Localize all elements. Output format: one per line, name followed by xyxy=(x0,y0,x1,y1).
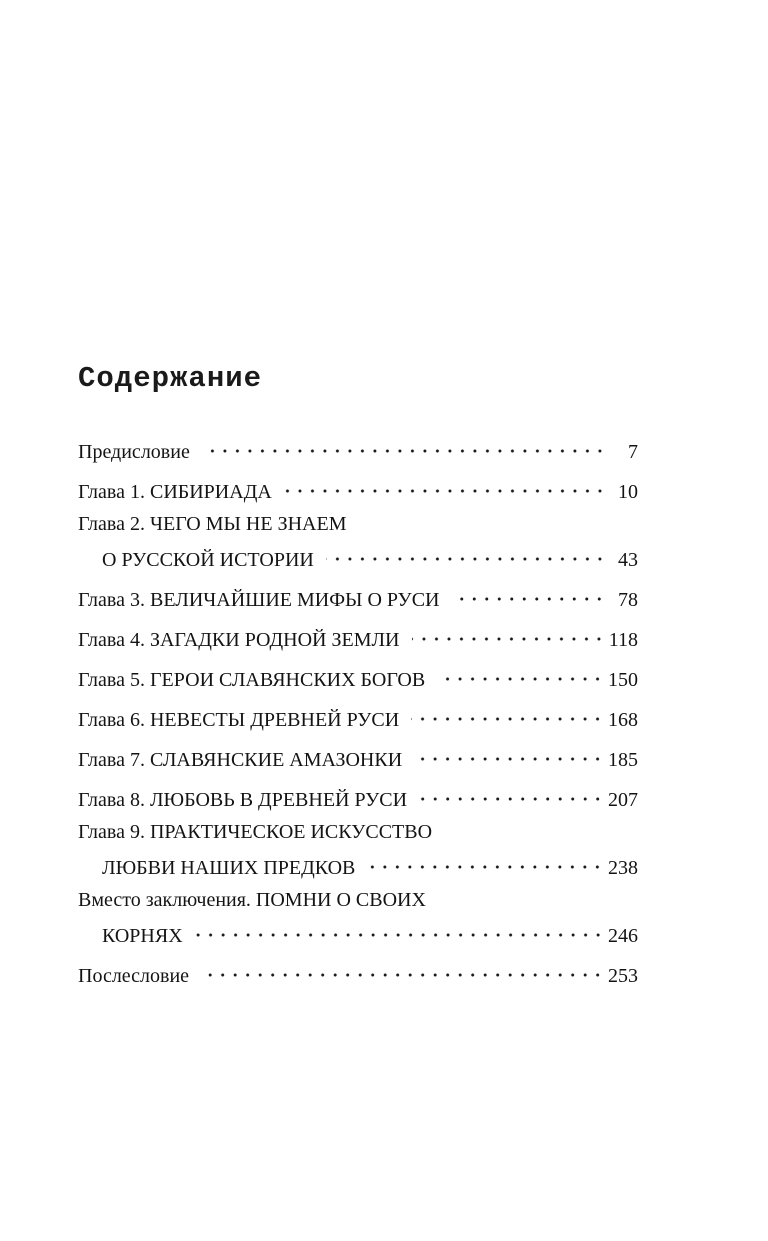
toc-entry[interactable] xyxy=(78,578,638,611)
toc-line xyxy=(78,818,638,846)
toc-entry[interactable] xyxy=(78,510,638,571)
toc-entry-title: Послесловие xyxy=(78,965,190,987)
toc-line xyxy=(78,510,638,538)
toc-entry[interactable] xyxy=(78,738,638,771)
dot-leader xyxy=(367,846,604,874)
toc-page-number: 246 xyxy=(608,925,638,947)
dot-leader xyxy=(411,698,604,726)
toc-line xyxy=(78,886,638,914)
dot-leader xyxy=(414,738,604,766)
toc-page-number: 78 xyxy=(618,589,638,611)
toc-entry-title: Глава 6. НЕВЕСТЫ ДРЕВНЕЙ РУСИ xyxy=(78,709,400,731)
toc-line xyxy=(78,698,638,731)
toc-entry[interactable] xyxy=(78,778,638,811)
toc-entry-title: Глава 5. ГЕРОИ СЛАВЯНСКИХ БОГОВ xyxy=(78,669,426,691)
toc-entry-title: Вместо заключения. ПОМНИ О СВОИХ xyxy=(78,889,426,911)
toc-heading: Содержание xyxy=(78,362,263,395)
dot-leader xyxy=(195,914,604,942)
dot-leader xyxy=(437,658,604,686)
toc-line xyxy=(78,430,638,463)
toc-entry[interactable] xyxy=(78,430,638,463)
toc-page-number: 185 xyxy=(608,749,638,771)
dot-leader xyxy=(284,470,606,498)
table-of-contents xyxy=(78,430,638,994)
toc-entry-title: Глава 3. ВЕЛИЧАЙШИЕ МИФЫ О РУСИ xyxy=(78,589,440,611)
toc-entry-title: Предисловие xyxy=(78,441,190,463)
toc-page-number: 150 xyxy=(608,669,638,691)
toc-line xyxy=(78,778,638,811)
toc-entry[interactable] xyxy=(78,818,638,879)
toc-page-number: 253 xyxy=(608,965,638,987)
toc-entry-title: Глава 4. ЗАГАДКИ РОДНОЙ ЗЕМЛИ xyxy=(78,629,400,651)
toc-entry-title: Глава 8. ЛЮБОВЬ В ДРЕВНЕЙ РУСИ xyxy=(78,789,408,811)
toc-line xyxy=(78,578,638,611)
toc-line xyxy=(78,738,638,771)
toc-entry[interactable] xyxy=(78,954,638,987)
toc-page-number: 7 xyxy=(628,441,638,463)
toc-line xyxy=(78,914,638,947)
toc-line xyxy=(78,846,638,879)
toc-page-number: 207 xyxy=(608,789,638,811)
toc-entry-title: Глава 1. СИБИРИАДА xyxy=(78,481,272,503)
toc-entry-title: КОРНЯХ xyxy=(102,925,183,947)
toc-entry[interactable] xyxy=(78,886,638,947)
toc-entry-title: Глава 9. ПРАКТИЧЕСКОЕ ИСКУССТВО xyxy=(78,821,433,843)
toc-line xyxy=(78,538,638,571)
toc-page-number: 10 xyxy=(618,481,638,503)
toc-line xyxy=(78,618,638,651)
dot-leader xyxy=(419,778,604,806)
toc-page-number: 168 xyxy=(608,709,638,731)
toc-entry[interactable] xyxy=(78,698,638,731)
toc-entry-title: Глава 2. ЧЕГО МЫ НЕ ЗНАЕМ xyxy=(78,513,347,535)
toc-entry[interactable] xyxy=(78,618,638,651)
toc-page-number: 43 xyxy=(618,549,638,571)
toc-page-number: 118 xyxy=(608,629,638,651)
dot-leader xyxy=(201,954,604,982)
dot-leader xyxy=(412,618,605,646)
toc-entry[interactable] xyxy=(78,470,638,503)
dot-leader xyxy=(326,538,606,566)
toc-line xyxy=(78,658,638,691)
toc-page-number: 238 xyxy=(608,857,638,879)
toc-line xyxy=(78,470,638,503)
toc-entry[interactable] xyxy=(78,658,638,691)
dot-leader xyxy=(202,430,606,458)
toc-entry-title: О РУССКОЙ ИСТОРИИ xyxy=(102,549,314,571)
toc-entry-title: ЛЮБВИ НАШИХ ПРЕДКОВ xyxy=(102,857,356,879)
dot-leader xyxy=(451,578,606,606)
toc-line xyxy=(78,954,638,987)
toc-entry-title: Глава 7. СЛАВЯНСКИЕ АМАЗОНКИ xyxy=(78,749,403,771)
